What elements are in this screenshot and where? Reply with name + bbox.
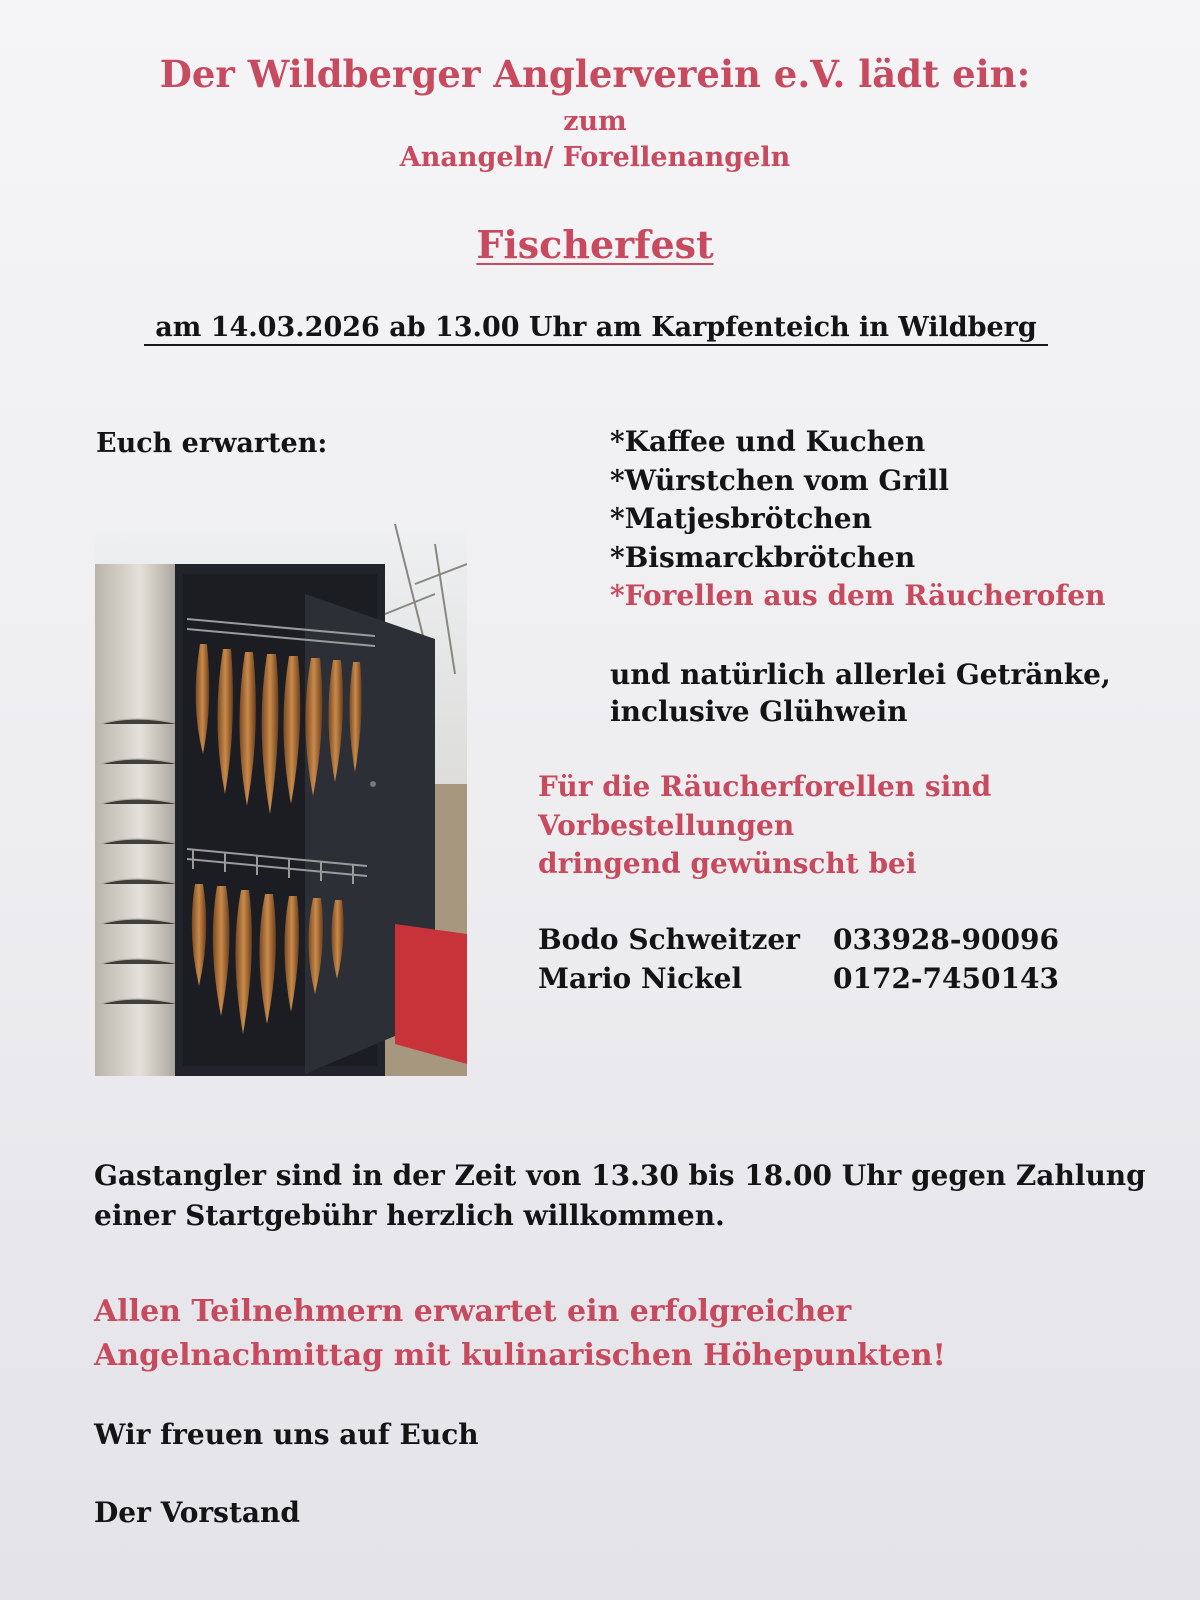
drinks-line: und natürlich allerlei Getränke,	[610, 658, 1111, 691]
signature: Der Vorstand	[94, 1496, 300, 1529]
offer-item: *Kaffee und Kuchen	[610, 425, 926, 458]
closing-line: Angelnachmittag mit kulinarischen Höhepunkten!	[94, 1338, 946, 1373]
contact-phone: 0172-7450143	[833, 962, 1059, 995]
drinks-note	[610, 656, 1111, 730]
event-name	[0, 222, 1190, 267]
flyer-zum: zum	[563, 106, 627, 137]
contact-name: Mario Nickel	[538, 962, 743, 995]
closing-line: Allen Teilnehmern erwartet ein erfolgreicher	[94, 1294, 852, 1329]
preorder-line: Für die Räucherforellen sind	[538, 770, 992, 803]
contact-name: Bodo Schweitzer	[538, 923, 800, 956]
preorder-note	[538, 768, 991, 884]
guest-line: einer Startgebühr herzlich willkommen.	[94, 1199, 725, 1232]
offer-item: *Würstchen vom Grill	[610, 463, 949, 497]
offer-label: Euch erwarten:	[96, 428, 328, 459]
event-date-line: am 14.03.2026 ab 13.00 Uhr am Karpfenteich in Wildberg	[144, 312, 1048, 346]
preorder-line: Vorbestellungen	[538, 808, 795, 842]
offer-item: *Bismarckbrötchen	[610, 540, 916, 574]
smoker-photo	[95, 524, 467, 1076]
preorder-line: dringend gewünscht bei	[538, 847, 917, 880]
drinks-line: inclusive Glühwein	[610, 695, 908, 728]
greeting: Wir freuen uns auf Euch	[94, 1418, 479, 1451]
contact-phone: 033928-90096	[833, 923, 1059, 956]
contact-row	[538, 959, 1059, 998]
flyer-subtitle: Anangeln/ Forellenangeln	[399, 142, 791, 173]
contact-list	[538, 920, 1059, 998]
offer-item-highlight: *Forellen aus dem Räucherofen	[610, 579, 1106, 612]
guest-line: Gastangler sind in der Zeit von 13.30 bis 18.00 Uhr gegen Zahlung	[94, 1159, 1146, 1192]
closing-message	[94, 1290, 946, 1378]
event-name-text: Fischerfest	[476, 222, 714, 267]
contact-row	[538, 920, 1059, 959]
guest-anglers-note	[94, 1156, 1146, 1236]
offer-item: *Matjesbrötchen	[610, 502, 872, 535]
flyer-title: Der Wildberger Anglerverein e.V. lädt ein:	[159, 52, 1031, 96]
offer-list	[610, 423, 1105, 616]
